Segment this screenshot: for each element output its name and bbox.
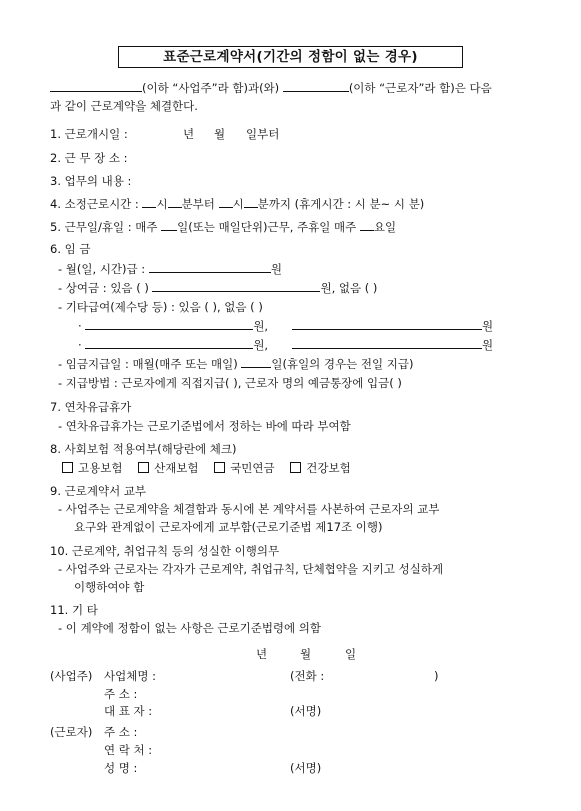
start-date-year: 년 bbox=[183, 127, 195, 141]
worker-blank[interactable] bbox=[283, 80, 349, 92]
worker-signature: (서명) bbox=[290, 761, 322, 775]
other-pay-blank-2[interactable] bbox=[292, 318, 482, 330]
employer-address-label: 주 소 : bbox=[104, 687, 138, 701]
item-contract-delivery: 9. 근로계약서 교부 bbox=[50, 484, 147, 498]
contract-date-day: 일 bbox=[345, 647, 357, 661]
end-hour-blank[interactable] bbox=[219, 196, 233, 208]
worker-name-label: 성 명 : bbox=[104, 761, 138, 775]
contract-delivery-line-2: 요구와 관계없이 근로자에게 교부함(근로기준법 제17조 이행) bbox=[74, 520, 383, 534]
annual-leave-detail: - 연차유급휴가는 근로기준법에서 정하는 바에 따라 부여함 bbox=[58, 419, 351, 433]
other-detail: - 이 계약에 정함이 없는 사항은 근로기준법령에 의함 bbox=[58, 621, 322, 635]
other-pay-blank-3[interactable] bbox=[85, 337, 253, 349]
start-minute-blank[interactable] bbox=[168, 196, 182, 208]
workdays-blank[interactable] bbox=[161, 219, 177, 231]
worker-address-label: 주 소 : bbox=[104, 725, 138, 739]
contract-date-month: 월 bbox=[300, 647, 312, 661]
bonus-amount-blank[interactable] bbox=[152, 280, 320, 292]
end-minute-blank[interactable] bbox=[244, 196, 258, 208]
other-pay-line-3: · 원, bbox=[78, 338, 269, 352]
item-workplace: 2. 근 무 장 소 : bbox=[50, 151, 128, 165]
item-job-description: 3. 업무의 내용 : bbox=[50, 174, 132, 188]
other-pay-line-1: · 원, bbox=[78, 319, 269, 333]
health-insurance-checkbox[interactable]: 건강보험 bbox=[290, 460, 350, 476]
start-date-month: 월 bbox=[214, 127, 226, 141]
item-social-insurance: 8. 사회보험 적용여부(해당란에 체크) bbox=[50, 442, 237, 456]
faithful-performance-line-1: - 사업주와 근로자는 각자가 근로계약, 취업규칙, 단체협약을 지키고 성실하게 bbox=[58, 562, 444, 576]
intro-worker-text: (이하 “근로자”라 함)은 다음 bbox=[348, 81, 492, 95]
intro-line-2: 과 같이 근로계약을 체결한다. bbox=[50, 99, 198, 113]
monthly-wage-row: - 월(일, 시간)급 : 원 bbox=[58, 262, 282, 276]
employer-phone-label: (전화 : bbox=[290, 669, 325, 683]
other-pay-blank-4[interactable] bbox=[292, 337, 482, 349]
employer-signature: (서명) bbox=[290, 704, 322, 718]
contract-date-year: 년 bbox=[256, 647, 268, 661]
contract-delivery-line-1: - 사업주는 근로계약을 체결함과 동시에 본 계약서를 사본하여 근로자의 교부 bbox=[58, 502, 440, 516]
employer-label: (사업주) bbox=[50, 669, 93, 683]
payment-method-row: - 지급방법 : 근로자에게 직접지급( ), 근로자 명의 예금통장에 입금( ) bbox=[58, 376, 402, 390]
employer-phone-close: ) bbox=[434, 669, 439, 683]
insurance-checkbox-row bbox=[62, 460, 363, 476]
payday-blank[interactable] bbox=[241, 356, 271, 368]
worker-contact-label: 연 락 처 : bbox=[104, 743, 153, 757]
other-pay-blank-1[interactable] bbox=[85, 318, 253, 330]
item-annual-leave: 7. 연차유급휴가 bbox=[50, 400, 132, 414]
intro-employer-text: (이하 “사업주”라 함)과(와) bbox=[142, 81, 280, 95]
worker-label: (근로자) bbox=[50, 725, 93, 739]
item-faithful-performance: 10. 근로계약, 취업규칙 등의 성실한 이행의무 bbox=[50, 544, 280, 558]
monthly-wage-blank[interactable] bbox=[149, 261, 271, 273]
checkbox-icon bbox=[290, 462, 301, 473]
item-wage: 6. 임 금 bbox=[50, 242, 91, 256]
weekly-holiday-blank[interactable] bbox=[360, 219, 374, 231]
other-pay-line-4: 원 bbox=[292, 337, 493, 353]
start-hour-blank[interactable] bbox=[142, 196, 156, 208]
payday-row: - 임금지급일 : 매월(매주 또는 매일) 일(휴일의 경우는 전일 지급) bbox=[58, 357, 414, 371]
employer-blank[interactable] bbox=[50, 80, 142, 92]
industrial-accident-insurance-checkbox[interactable]: 산재보험 bbox=[138, 460, 198, 476]
national-pension-checkbox[interactable]: 국민연금 bbox=[214, 460, 274, 476]
bonus-row: - 상여금 : 있음 ( ) 원, 없음 ( ) bbox=[58, 281, 378, 295]
checkbox-icon bbox=[62, 462, 73, 473]
checkbox-icon bbox=[214, 462, 225, 473]
other-pay-row: - 기타급여(제수당 등) : 있음 ( ), 없음 ( ) bbox=[58, 300, 263, 314]
item-start-date-label: 1. 근로개시일 : bbox=[50, 127, 128, 141]
employer-rep-label: 대 표 자 : bbox=[104, 704, 153, 718]
item-other: 11. 기 타 bbox=[50, 603, 98, 617]
other-pay-line-2: 원 bbox=[292, 318, 493, 334]
checkbox-icon bbox=[138, 462, 149, 473]
faithful-performance-line-2: 이행하여야 함 bbox=[74, 580, 145, 594]
employment-insurance-checkbox[interactable]: 고용보험 bbox=[62, 460, 122, 476]
item-working-hours: 4. 소정근로시간 : 시 분부터 시 분까지 (휴게시간 : 시 분~ 시 분) bbox=[50, 197, 425, 211]
intro-line-1 bbox=[50, 80, 492, 96]
document-title: 표준근로계약서(기간의 정함이 없는 경우) bbox=[118, 46, 463, 68]
item-workdays: 5. 근무일/휴일 : 매주 일(또는 매일단위)근무, 주휴일 매주 요일 bbox=[50, 220, 397, 234]
employer-company-label: 사업체명 : bbox=[104, 669, 156, 683]
start-date-day: 일부터 bbox=[246, 127, 280, 141]
